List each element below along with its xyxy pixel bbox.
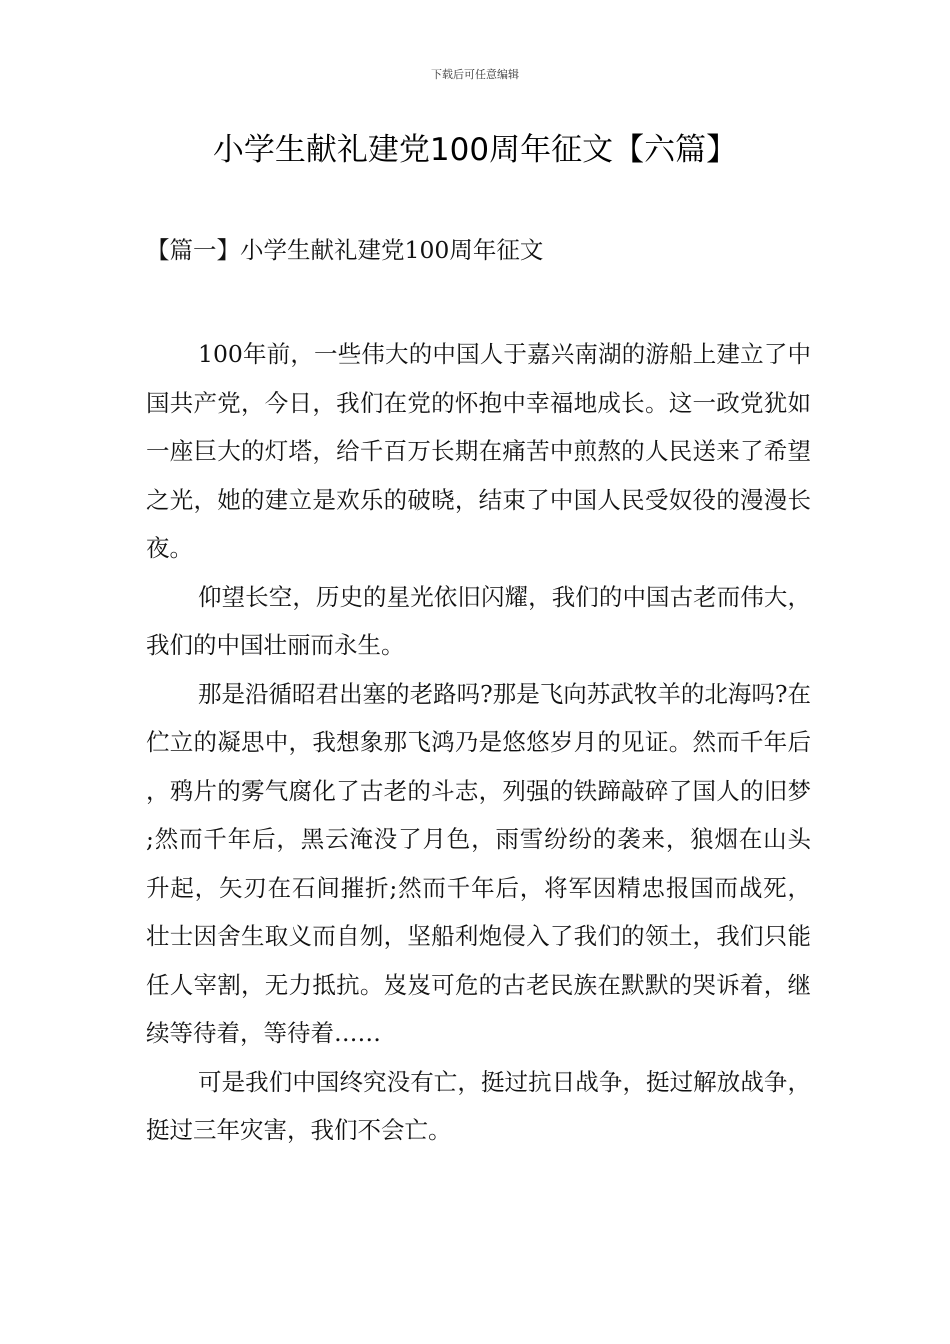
header-note: 下载后可任意编辑: [431, 68, 519, 81]
page-title: 小学生献礼建党100周年征文【六篇】: [212, 132, 738, 168]
section-heading: 【篇一】小学生献礼建党100周年征文: [146, 236, 544, 264]
paragraph: 仰望长空，历史的星光依旧闪耀，我们的中国古老而伟大，我们的中国壮丽而永生。: [146, 582, 811, 659]
body-text: [146, 330, 811, 1155]
paragraph: 那是沿循昭君出塞的老路吗?那是飞向苏武牧羊的北海吗?在伫立的凝思中，我想象那飞鸿乃是悠悠岁月的见证。然而千年后，鸦片的雾气腐化了古老的斗志，列强的铁蹄敲碎了国人的旧梦;然而千年后，黑云淹没了月色，雨雪纷纷的袭来，狼烟在山头升起，矢刃在石间摧折;然而千年后，将军因精忠报国而战死，壮士因舍生取义而自刎，坚船利炮侵入了我们的领土，我们只能任人宰割，无力抵抗。岌岌可危的古老民族在默默的哭诉着，继续等待着，等待着……: [146, 679, 811, 1047]
paragraph: 可是我们中国终究没有亡，挺过抗日战争，挺过解放战争，挺过三年灾害，我们不会亡。: [146, 1067, 811, 1144]
paragraph: 100年前，一些伟大的中国人于嘉兴南湖的游船上建立了中国共产党，今日，我们在党的怀抱中幸福地成长。这一政党犹如一座巨大的灯塔，给千百万长期在痛苦中煎熬的人民送来了希望之光，她的建立是欢乐的破晓，结束了中国人民受奴役的漫漫长夜。: [146, 340, 811, 562]
